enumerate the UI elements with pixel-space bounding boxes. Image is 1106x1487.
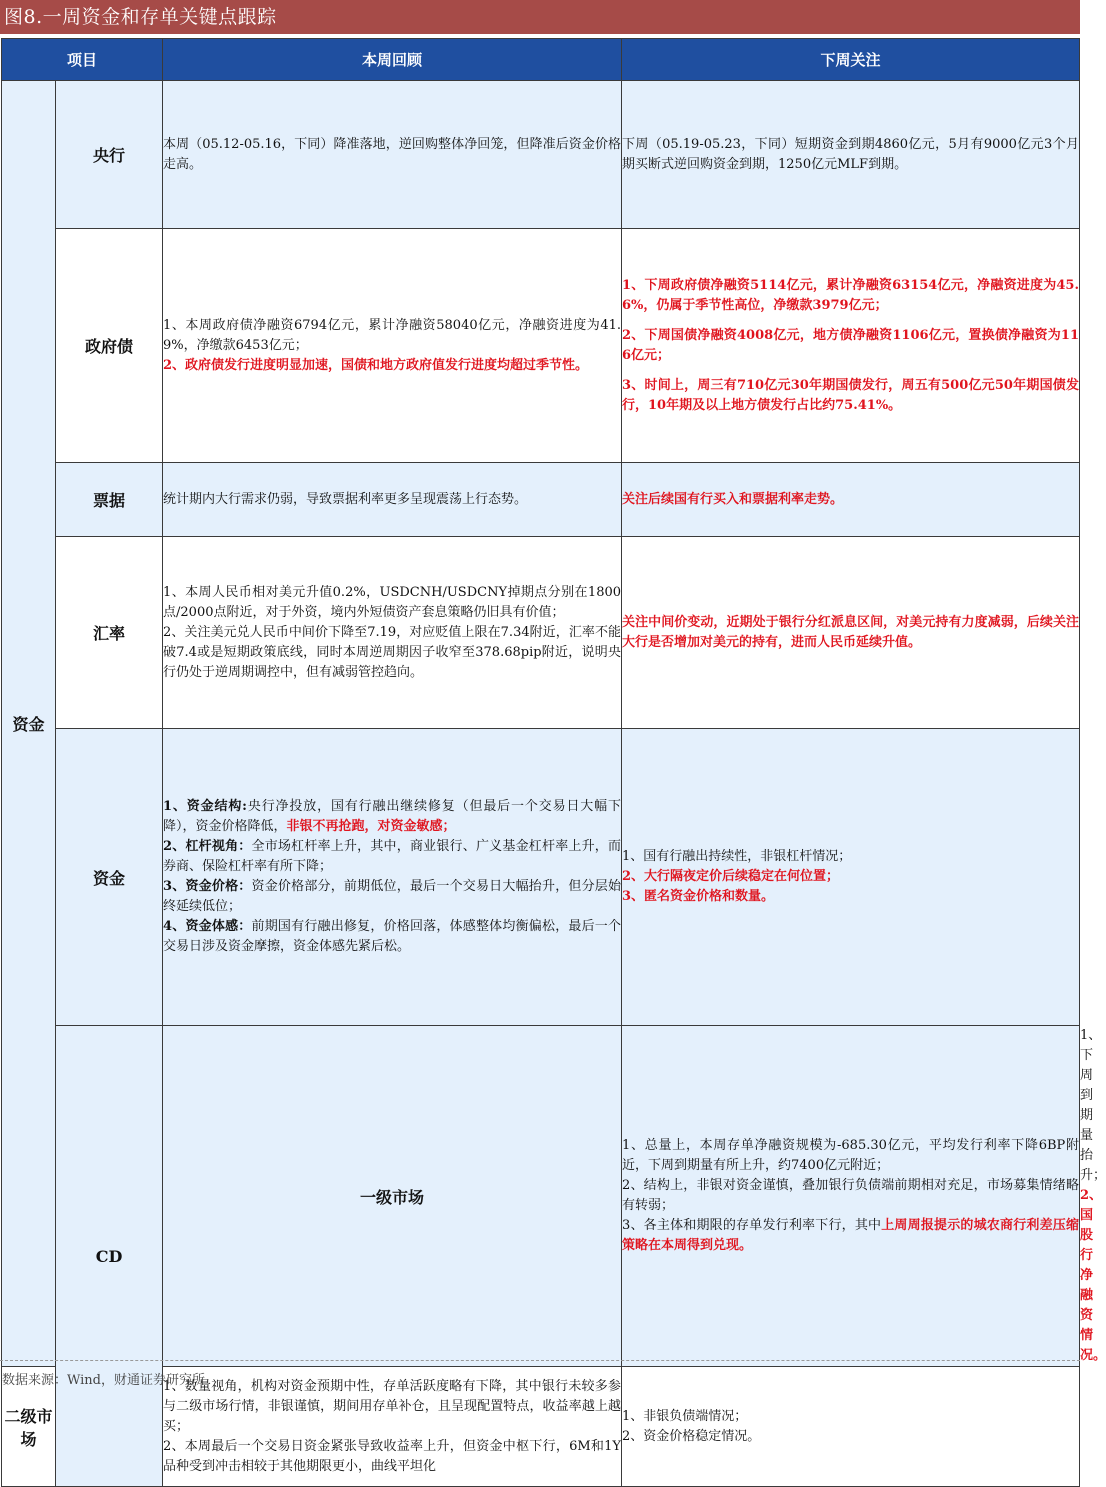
- primary-review-2: 2、结构上，非银对资金谨慎，叠加银行负债端前期相对充足，市场募集情绪略有转弱；: [622, 1178, 1080, 1213]
- liquidity-review-1-red: 非银不再抢跑，对资金敏感；: [286, 819, 456, 834]
- row-label-liquidity: 资金: [56, 729, 163, 1026]
- secondary-outlook-2: 2、资金价格稳定情况。: [622, 1428, 761, 1444]
- table-row: [2, 229, 1080, 463]
- liquidity-review-3-text: 资金价格部分，前期低位，最后一个交易日大幅抬升，但分层始终延续低位；: [163, 879, 622, 914]
- fx-review-1: 1、本周人民币相对美元升值0.2%，USDCNH/USDCNY掉期点分别在1800点/2000点附近，对于外资，境内外短债资产套息策略仍旧具有价值；: [163, 584, 622, 620]
- bills-outlook-text: 关注后续国有行买入和票据利率走势。: [622, 491, 844, 507]
- liquidity-review-4: [163, 917, 621, 957]
- liquidity-review-4-text: 前期国有行融出修复，价格回落，体感整体均衡偏松，最后一个交易日涉及资金摩擦，资金体感先紧后松。: [163, 919, 622, 954]
- liquidity-review-3: [163, 877, 621, 917]
- row-label-fx: 汇率: [56, 537, 163, 729]
- secondary-outlook-1: 1、非银负债端情况；: [622, 1408, 748, 1424]
- central-bank-outlook-text: 下周（05.19-05.23，下同）短期资金到期4860亿元，5月有9000亿元3个月期买断式逆回购资金到期，1250亿元MLF到期。: [622, 136, 1080, 172]
- gov-bond-outlook-2: 2、下周国债净融资4008亿元，地方债净融资1106亿元，置换债净融资为116亿元；: [622, 327, 1080, 363]
- gov-bond-review: [163, 229, 622, 463]
- bills-review-text: 统计期内大行需求仍弱，导致票据利率更多呈现震荡上行态势。: [163, 491, 528, 507]
- row-label-secondary: 二级市场: [2, 1367, 56, 1487]
- primary-review: [622, 1026, 1080, 1367]
- liquidity-review-2-text: 全市场杠杆率上升，其中，商业银行、广义基金杠杆率上升，而券商、保险杠杆率有所下降；: [163, 839, 622, 874]
- liquidity-review-1-text: 央行净投放，国有行融出继续修复（但最后一个交易日大幅下降），资金价格降低，: [163, 799, 621, 834]
- central-bank-outlook: [622, 81, 1080, 229]
- secondary-review: [163, 1367, 622, 1487]
- primary-review-3-red: 上周周报提示的城农商行利差压缩策略在本周得到兑现。: [622, 1218, 1079, 1253]
- fx-review-2: 2、关注美元兑人民币中间价下降至7.19，对应贬值上限在7.34附近，汇率不能破7.4或是短期政策底线，同时本周逆周期因子收窄至378.68pip附近，说明央行仍处于逆周期调控中，但有减弱管控趋向。: [163, 624, 622, 680]
- row-label-primary: 一级市场: [163, 1026, 622, 1367]
- fx-outlook-text: 关注中间价变动，近期处于银行分红派息区间，对美元持有力度减弱，后续关注大行是否增加对美元的持有，进而人民币延续升值。: [622, 614, 1080, 650]
- gov-bond-outlook-3: 3、时间上，周三有710亿元30年期国债发行，周五有500亿元50年期国债发行，10年期及以上地方债发行占比约75.41%。: [622, 377, 1080, 413]
- figure-title: 图8.一周资金和存单关键点跟踪: [0, 0, 1080, 34]
- row-label-gov-bond: 政府债: [56, 229, 163, 463]
- liquidity-outlook-1: 1、国有行融出持续性，非银杠杆情况；: [622, 849, 852, 864]
- secondary-review-1: 1、数量视角，机构对资金预期中性，存单活跃度略有下降，其中银行未较多参与二级市场行情，非银谨慎，期间用存单补仓，且呈现配置特点，收益率越上越买；: [163, 1378, 622, 1434]
- liquidity-outlook-2: 2、大行隔夜定价后续稳定在何位置；: [622, 869, 840, 884]
- central-bank-review-text: 本周（05.12-05.16，下同）降准落地，逆回购整体净回笼，但降准后资金价格走高。: [163, 136, 622, 172]
- fx-outlook: [622, 537, 1080, 729]
- secondary-outlook: [622, 1367, 1080, 1487]
- liquidity-review-1: [163, 797, 621, 837]
- liquidity-review-2-head: 2、杠杆视角：: [163, 839, 252, 854]
- header-item: 项目: [2, 39, 163, 81]
- header-review: 本周回顾: [163, 39, 622, 81]
- table-row: [2, 537, 1080, 729]
- table-header-row: [2, 39, 1080, 81]
- primary-review-3: [622, 1216, 1079, 1256]
- liquidity-outlook: [622, 729, 1080, 1026]
- gov-bond-review-2: 2、政府债发行进度明显加速，国债和地方政府值发行进度均超过季节性。: [163, 357, 589, 373]
- gov-bond-outlook: [622, 229, 1080, 463]
- liquidity-review-2: [163, 837, 621, 877]
- row-label-bills: 票据: [56, 463, 163, 537]
- key-points-table: [1, 38, 1106, 1487]
- primary-review-3-text: 3、各主体和期限的存单发行利率下行，其中: [622, 1218, 882, 1233]
- category-cd: CD: [56, 1026, 163, 1487]
- primary-review-1: 1、总量上，本周存单净融资规模为-685.30亿元，平均发行利率下降6BP附近，下周到期量有所上升，约7400亿元附近；: [622, 1138, 1080, 1173]
- footer-divider: [0, 1360, 1080, 1361]
- liquidity-outlook-3: 3、匿名资金价格和数量。: [622, 889, 775, 904]
- liquidity-review-1-head: 1、资金结构:: [163, 799, 247, 814]
- category-funds: 资金: [2, 81, 56, 1367]
- bills-review: [163, 463, 622, 537]
- table-row: [2, 463, 1080, 537]
- table-row: [2, 729, 1080, 1026]
- fx-review: [163, 537, 622, 729]
- gov-bond-outlook-1: 1、下周政府债净融资5114亿元，累计净融资63154亿元，净融资进度为45.6%，仍属于季节性高位，净缴款3979亿元；: [622, 277, 1080, 313]
- data-source-note: 数据来源：Wind，财通证券研究所: [2, 1373, 205, 1388]
- table-row: CD 一级市场 1、总量上，本周存单净融资规模为-685.30亿元，平均发行利率下降6BP附近，下周到期量有所上升，约7400亿元附近； 2、结构上，非银对资金谨慎，叠加银行负债端前期相对充足，市场募集情绪略有转弱； 3、各主体和期限的存单发行利率下行，其中上周周报提示的城农商行利差压缩策略在本周得到兑现。 1、下周到期量抬升； 2、国股行净融资情况。: [2, 1026, 1080, 1367]
- secondary-review-2: 2、本周最后一个交易日资金紧张导致收益率上升，但资金中枢下行，6M和1Y品种受到冲击相较于其他期限更小，曲线平坦化: [163, 1438, 622, 1474]
- gov-bond-review-1: 1、本周政府债净融资6794亿元，累计净融资58040亿元，净融资进度为41.9%，净缴款6453亿元；: [163, 317, 622, 353]
- bills-outlook: [622, 463, 1080, 537]
- row-label-central-bank: 央行: [56, 81, 163, 229]
- liquidity-review-4-head: 4、资金体感：: [163, 919, 252, 934]
- liquidity-review-3-head: 3、资金价格：: [163, 879, 252, 894]
- table-row: [2, 81, 1080, 229]
- header-outlook: 下周关注: [622, 39, 1080, 81]
- central-bank-review: [163, 81, 622, 229]
- liquidity-review: [163, 729, 622, 1026]
